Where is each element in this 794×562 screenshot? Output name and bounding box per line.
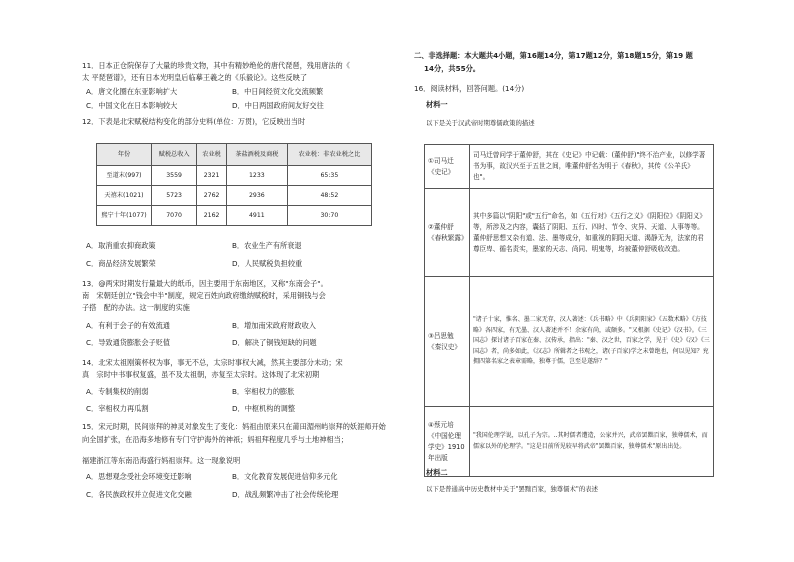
q14-line2: 真 宗时中书事权复盛，虽不及太祖朝，亦复至太宗时。这体现了北宋初期 [82,370,320,379]
cell: 天禧末(1021) [97,186,152,206]
section-heading-line2: 14分，共55分。 [424,64,480,73]
q12-option-c: C．商品经济发展繁荣 [86,259,156,268]
q12-stem: 12．下表是北宋赋税结构变化的部分史料(单位：万贯)，它反映出当时 [82,117,306,126]
cell: 2936 [226,186,287,206]
q14-option-c: C．宰相权力再瓜割 [86,404,149,413]
cell: 2321 [197,166,227,186]
cell: 48:52 [287,186,371,206]
q15-line3: 福建浙江等东南沿海盛行妈祖崇拜。这一现象说明 [82,456,241,465]
table-row [97,206,372,226]
material-two-intro: 以下是普通高中历史教材中关于"罢黜百家，独尊儒术"的表述 [426,485,599,493]
source-cell: ③吕思勉《秦汉史》 [425,277,470,407]
cell: 30:70 [287,206,371,226]
q14-option-d: D．中枢机构的调整 [232,404,296,413]
q15-option-a: A．思想观念受社会环境变迁影响 [86,472,192,481]
material-one-title: 材料一 [426,100,448,109]
q11-line1: 11．日本正仓院保存了大量的珍贵文物，其中有精妙绝伦的唐代琵琶，残用唐法的《 [82,61,350,70]
q13-line3: 子搭 配的办法。这一制度的实施 [82,303,190,312]
table-row [425,145,714,189]
tax-col-ratio: 农业税：非农业税之比 [287,144,371,166]
q15-option-b: B．文化教育发展促进信仰多元化 [232,472,338,481]
cell: 3559 [152,166,197,186]
cell: 1233 [226,166,287,186]
cell: 5723 [152,186,197,206]
table-row [425,407,714,477]
tax-col-total: 赋税总收入 [152,144,197,166]
q12-option-d: D．人民赋税负担较重 [232,259,303,268]
cell: 4911 [226,206,287,226]
q13-line2: 南 宋朝廷创立"钱会中半"制度，规定百姓向政府缴纳赋税时，采用铜钱与会 [82,291,326,300]
material-one-intro: 以下是关于汉武帝时期尊儒政策的描述 [426,119,535,127]
tax-table [96,143,372,226]
cell: 2162 [197,206,227,226]
table-row [425,277,714,407]
q13-option-a: A．有利于会子的有效流通 [86,321,170,330]
q15-line2: 向全国扩张，在沿海多地修有专门守护海外的神祇；妈祖拜程度几乎与土地神相当； [82,435,348,444]
table-row [425,189,714,277]
q11-option-a: A．唐文化圈在东亚影响扩大 [86,87,178,96]
q12-option-a: A．取消重农抑商政策 [86,241,156,250]
q12-option-b: B．农业生产有所衰退 [232,241,302,250]
q13-option-c: C．导致通货膨胀会子贬值 [86,338,171,347]
cell: 65:35 [287,166,371,186]
tax-col-agri: 农业税 [197,144,227,166]
q15-line1: 15．宋元时期，民间崇拜的神灵对象发生了变化：妈祖由原来只在莆田湄州屿崇拜的妖涯师开始 [82,422,386,431]
tax-col-nonagri: 茶盐酒税及商税 [226,144,287,166]
q15-option-c: C．各民族政权并立促进文化交融 [86,490,192,499]
section-heading-line1: 二、非选择题：本大题共4小题，第16题14分，第17题12分，第18题15分，第19 题 [414,51,693,60]
content-cell: 司马迁曾问学于董仲舒，其在《史记》中记载：(董仲舒)"终不治产业，以修学著书为事，故汉兴至于五世之间，唯董仲舒名为明于《春秋》，其传《公羊氏》也"。 [470,145,714,189]
q14-option-a: A．专制集权的削弱 [86,387,149,396]
q11-option-c: C．中国文化在日本影响较大 [86,101,178,110]
table-row [97,186,372,206]
source-cell: ④蔡元培《中国伦理学史》1910年出版 [425,407,470,477]
q15-option-d: D．战乱频繁冲击了社会传统伦理 [232,490,339,499]
tax-col-year: 年份 [97,144,152,166]
material-table [424,144,714,477]
q14-option-b: B．宰相权力的膨胀 [232,387,295,396]
material-two-title: 材料二 [426,468,448,477]
q14-line1: 14．北宋太祖刚策杯权为事，事无不总，太宗时事权大减，然其主要部分未动；宋 [82,358,343,367]
cell: 7070 [152,206,197,226]
content-cell: "诸子十家，惟名、墨二家无存，汉人著述：《兵书略》中《兵阴阳家》《五数术略》《方技略》各四家，有无墨、汉人著述并不！余家有尚，或颇多。"又根据《史记》《汉书》。《三国志》探讨诸子百家在秦、汉传承，指出："秦、汉之世，百家之学，见于《史》《汉》《三国志》者，尚多如此，《汉志》所辑者之书观之，诸(子百家)学之未曾绝也，何以见知？兖拥四第名家之表章需略，独尊于儒，岂至是遂辞？" [470,277,714,407]
q13-line1: 13．@两宋时期发行量最大的纸币，因主要用于东南地区，又称"东南会子"。 [82,279,328,288]
q11-option-d: D．中日两国政府间友好交往 [232,101,324,110]
content-cell: 其中多篇以"阴阳"或"五行"命名，如《五行对》《五行之义》《阴阳位》《阴阳义》等，所涉及之内容，囊括了阴阳、五行、四时、节令、灾异、天道、人事等等。董仲舒思想又杂有道、法、墨等成分，如重视的阴阳天道、渴静无为，法家的君尊臣卑、循名责实，墨家的天志、尚同、明鬼等，均被董仲舒吸收改造。 [470,189,714,277]
source-cell: ①司马迁《史记》 [425,145,470,189]
content-cell: "我国伦理学说，以孔子为宗。..其时儒者遭造，公家并兴，武帝罢黜百家，独尊儒术，而儒家以外的伦理学。"这是目前所见较早将武帝"罢黜百家，独尊儒术"原出出处。 [470,407,714,477]
cell: 熙宁十年(1077) [97,206,152,226]
cell: 2762 [197,186,227,206]
q11-option-b: B．中日间经贸文化交流频繁 [232,87,324,96]
cell: 至道末(997) [97,166,152,186]
source-cell: ②董仲舒《春秋繁露》 [425,189,470,277]
q13-option-d: D．解决了铜钱短缺的问题 [232,338,317,347]
q11-line2: 太 平琵琶谱》，还有日本光明皇后临摹王羲之的《乐毅论》。这些反映了 [82,73,308,82]
table-row [97,166,372,186]
q13-option-b: B．增加南宋政府财政收入 [232,321,316,330]
q16-stem: 16．阅读材料，回答问题。(14分) [414,84,525,93]
